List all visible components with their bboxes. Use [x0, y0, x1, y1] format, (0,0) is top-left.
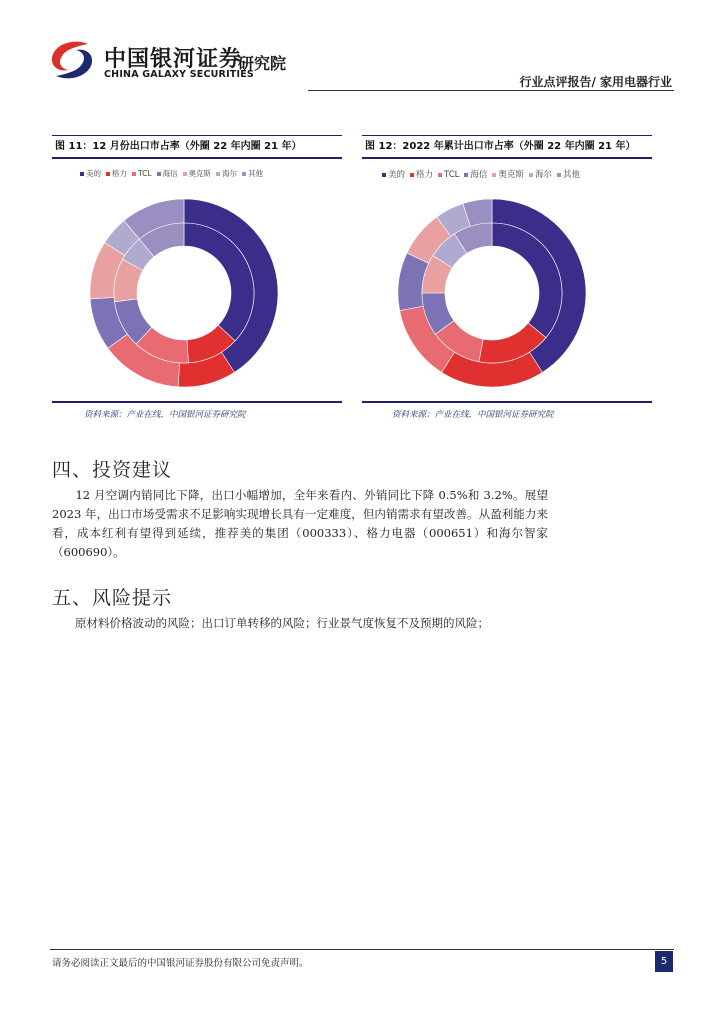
legend-item: 格力: [106, 168, 127, 179]
legend-item: 奥克斯: [183, 168, 212, 179]
figure-title: 图 11：12 月份出口市占率（外圈 22 年内圈 21 年）: [55, 141, 302, 152]
figure-title-bar: [362, 135, 652, 159]
chart-legend: [382, 168, 585, 180]
figure-bottom-rule: [362, 401, 652, 403]
figure-12: [362, 135, 652, 420]
legend-item: 海信: [157, 168, 178, 179]
legend-item: 美的: [80, 168, 101, 179]
header-divider: [308, 90, 674, 91]
legend-item: TCL: [132, 169, 152, 178]
legend-item: 海信: [464, 168, 487, 180]
logo-chinese-name: 中国银河证券: [104, 47, 243, 72]
figure-title-bar: [52, 135, 342, 159]
legend-item: 其他: [557, 168, 580, 180]
legend-item: 海尔: [216, 168, 237, 179]
investment-paragraph: 12 月空调内销同比下降，出口小幅增加，全年来看内、外销同比下降 0.5%和 3.2%。展望 2023 年，出口市场受需求不足影响实现增长具有一定难度，但内销需求有望改善。从盈利能力来看，成本红利有望得到延续，推荐美的集团（000333）、格力电器（000651）和海尔智家（600690）。: [52, 488, 548, 559]
risk-paragraph: 原材料价格波动的风险；出口订单转移的风险；行业景气度恢复不及预期的风险；: [52, 616, 489, 630]
company-logo: [48, 38, 298, 84]
footer-divider: [50, 949, 674, 950]
donut-chart: [396, 197, 588, 389]
page-number: 5: [655, 951, 673, 972]
legend-item: 海尔: [529, 168, 552, 180]
footer-disclaimer: 请务必阅读正文最后的中国银河证券股份有限公司免责声明。: [52, 958, 309, 969]
figure-11: [52, 135, 342, 420]
legend-item: 美的: [382, 168, 405, 180]
chart-legend: [80, 168, 268, 179]
legend-item: TCL: [438, 170, 459, 180]
galaxy-logo-icon: [48, 38, 96, 82]
legend-item: 奥克斯: [492, 168, 524, 180]
logo-institute: 研究院: [238, 54, 287, 73]
donut-chart: [88, 197, 280, 389]
section-heading-investment: 四、投资建议: [52, 459, 173, 481]
figure-source: 资料来源：产业在线，中国银河证券研究院: [392, 410, 554, 420]
logo-english-name: CHINA GALAXY SECURITIES: [104, 69, 254, 80]
figure-title: 图 12：2022 年累计出口市占率（外圈 22 年内圈 21 年）: [365, 141, 636, 152]
figure-bottom-rule: [52, 401, 342, 403]
section-heading-risk: 五、风险提示: [52, 587, 173, 609]
figure-source: 资料来源：产业在线，中国银河证券研究院: [84, 410, 246, 420]
legend-item: 其他: [242, 168, 263, 179]
legend-item: 格力: [410, 168, 433, 180]
report-category: 行业点评报告/ 家用电器行业: [519, 75, 672, 89]
